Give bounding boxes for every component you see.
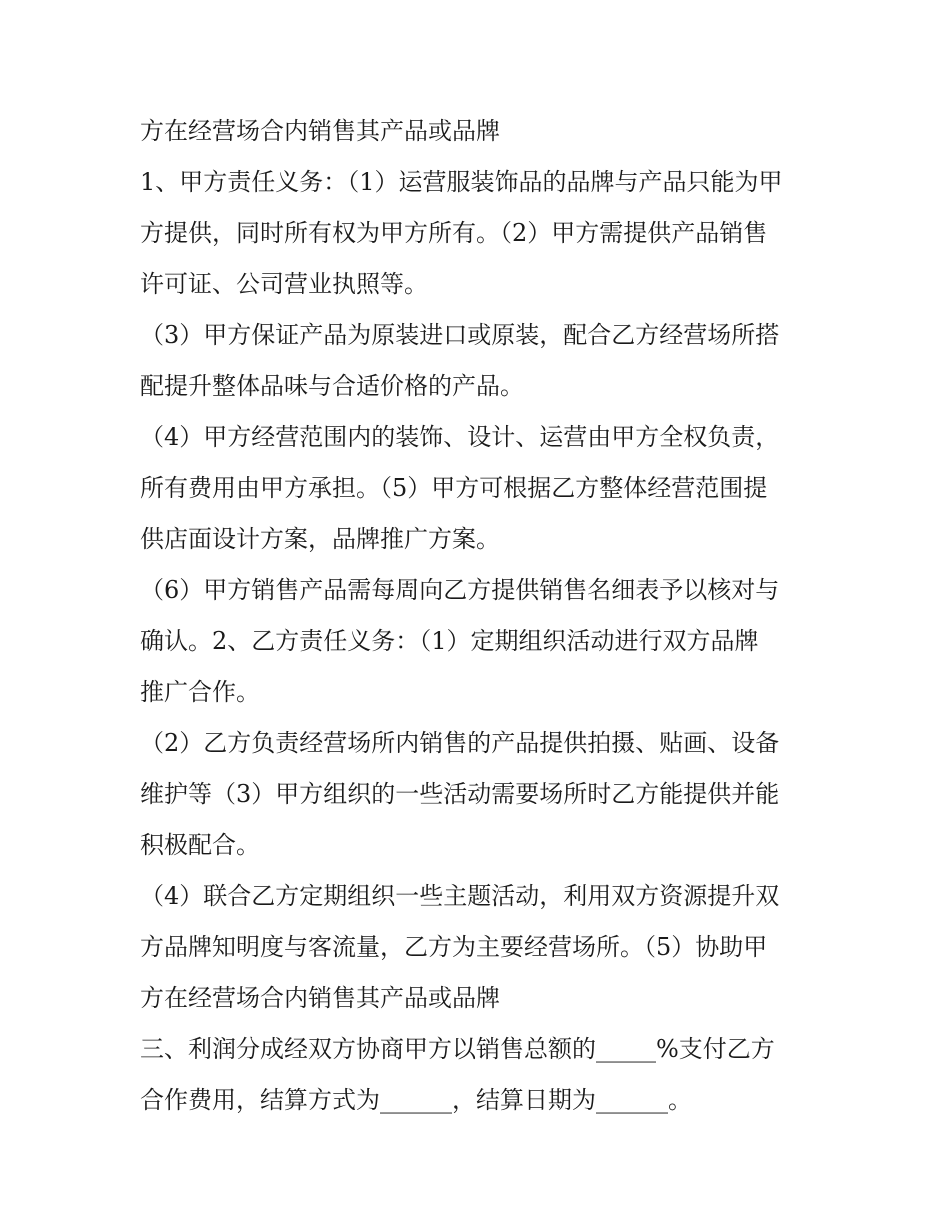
text-line: 供店面设计方案，品牌推广方案。 bbox=[140, 525, 500, 553]
text-line: 三、利润分成经双方协商甲方以销售总额的_____%支付乙方 bbox=[140, 1035, 775, 1063]
text-line: 配提升整体品味与合适价格的产品。 bbox=[140, 372, 524, 400]
text-line: 1、甲方责任义务：（1）运营服装饰品的品牌与产品只能为甲 bbox=[140, 168, 783, 196]
text-line: （4）甲方经营范围内的装饰、设计、运营由甲方全权负责， bbox=[140, 423, 780, 451]
text-line: 方在经营场合内销售其产品或品牌 bbox=[140, 117, 500, 145]
text-line: 所有费用由甲方承担。（5）甲方可根据乙方整体经营范围提 bbox=[140, 474, 768, 502]
text-line: （3）甲方保证产品为原装进口或原装，配合乙方经营场所搭 bbox=[140, 321, 780, 349]
text-line: 许可证、公司营业执照等。 bbox=[140, 270, 428, 298]
text-line: （4）联合乙方定期组织一些主题活动，利用双方资源提升双 bbox=[140, 882, 780, 910]
text-line: 方在经营场合内销售其产品或品牌 bbox=[140, 984, 500, 1012]
text-line: （2）乙方负责经营场所内销售的产品提供拍摄、贴画、设备 bbox=[140, 729, 780, 757]
document-body bbox=[140, 106, 820, 1126]
text-line: 方提供，同时所有权为甲方所有。（2）甲方需提供产品销售 bbox=[140, 219, 768, 247]
text-line: 合作费用，结算方式为______，结算日期为______。 bbox=[140, 1086, 692, 1114]
text-line: 积极配合。 bbox=[140, 831, 260, 859]
text-line: 确认。2、乙方责任义务：（1）定期组织活动进行双方品牌 bbox=[140, 627, 759, 655]
text-line: 维护等（3）甲方组织的一些活动需要场所时乙方能提供并能 bbox=[140, 780, 780, 808]
text-line: 推广合作。 bbox=[140, 678, 260, 706]
text-line: 方品牌知明度与客流量，乙方为主要经营场所。（5）协助甲 bbox=[140, 933, 768, 961]
text-line: （6）甲方销售产品需每周向乙方提供销售名细表予以核对与 bbox=[140, 576, 780, 604]
